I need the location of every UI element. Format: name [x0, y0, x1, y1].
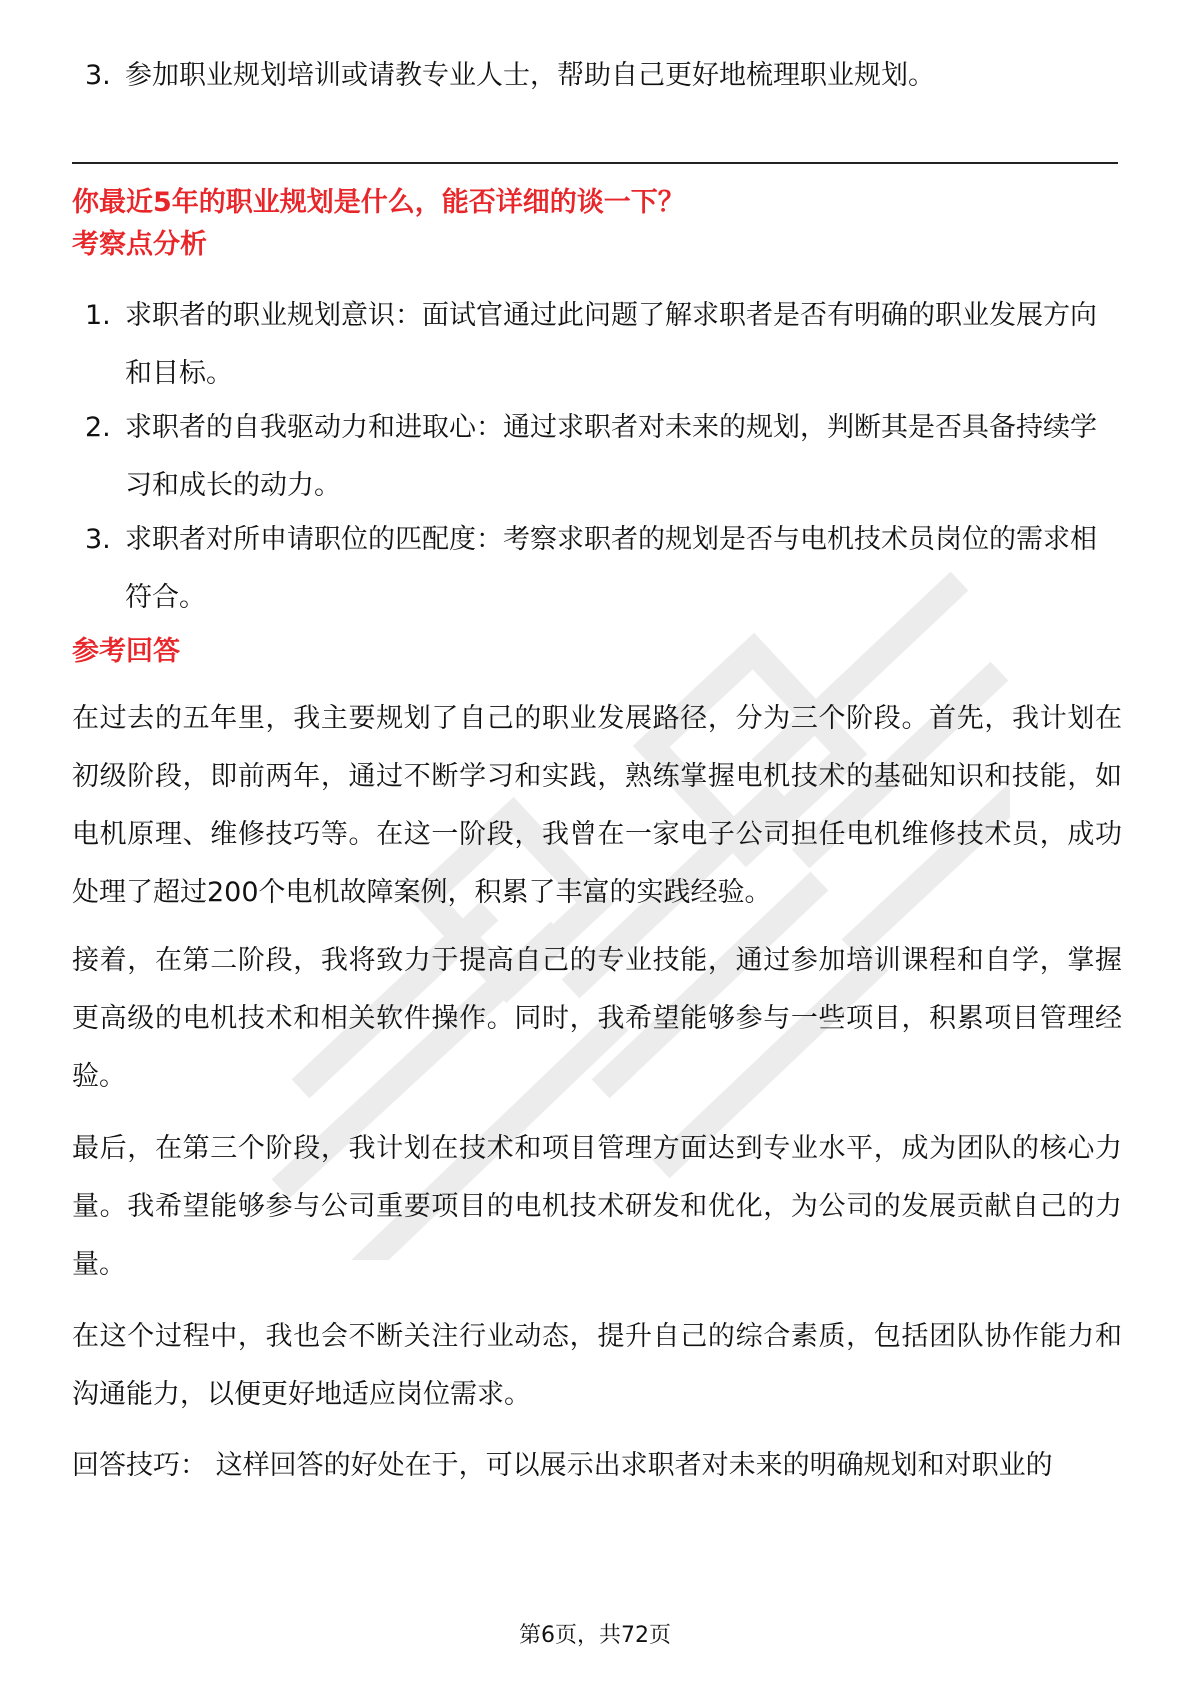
list-item-text: 求职者的职业规划意识：面试官通过此问题了解求职者是否有明确的职业发展方向和目标。: [125, 300, 1097, 389]
answer-tip: 回答技巧： 这样回答的好处在于，可以展示出求职者对未来的明确规划和对职业的: [72, 1450, 1053, 1481]
list-item-text: 求职者的自我驱动力和进取心：通过求职者对未来的规划，判断其是否具备持续学习和成长的动力。: [125, 412, 1097, 501]
answer-paragraph: 在这个过程中，我也会不断关注行业动态，提升自己的综合素质，包括团队协作能力和沟通能力，以便更好地适应岗位需求。: [72, 1321, 1122, 1410]
analysis-list: [0, 287, 1120, 627]
page-number: 第6页，共72页: [519, 1623, 671, 1648]
list-item-text: 求职者对所申请职位的匹配度：考察求职者的规划是否与电机技术员岗位的需求相符合。: [125, 524, 1097, 613]
answer-heading: 参考回答: [72, 636, 180, 667]
list-item-number: 3.: [85, 524, 111, 555]
list-item: [0, 287, 1120, 403]
list-item: [0, 399, 1120, 515]
analysis-heading: 考察点分析: [72, 229, 207, 260]
section-divider: [72, 162, 1118, 164]
answer-paragraph: 在过去的五年里，我主要规划了自己的职业发展路径，分为三个阶段。首先，我计划在初级阶段，即前两年，通过不断学习和实践，熟练掌握电机技术的基础知识和技能，如电机原理、维修技巧等。在这一阶段，我曾在一家电子公司担任电机维修技术员，成功处理了超过200个电机故障案例，积累了丰富的实践经验。: [72, 703, 1122, 908]
list-item-number: 2.: [85, 412, 111, 443]
question-title: 你最近5年的职业规划是什么，能否详细的谈一下？: [72, 187, 685, 218]
list-item: [0, 47, 1120, 105]
answer-paragraph: 接着，在第二阶段，我将致力于提高自己的专业技能，通过参加培训课程和自学，掌握更高级的电机技术和相关软件操作。同时，我希望能够参与一些项目，积累项目管理经验。: [72, 945, 1122, 1092]
list-item: [0, 511, 1120, 627]
answer-paragraph: 最后，在第三个阶段，我计划在技术和项目管理方面达到专业水平，成为团队的核心力量。我希望能够参与公司重要项目的电机技术研发和优化，为公司的发展贡献自己的力量。: [72, 1133, 1122, 1280]
list-item-number: 1.: [85, 300, 111, 331]
list-item-text: 参加职业规划培训或请教专业人士，帮助自己更好地梳理职业规划。: [125, 60, 935, 91]
top-list: [0, 47, 1120, 105]
list-item-number: 3.: [85, 60, 111, 91]
